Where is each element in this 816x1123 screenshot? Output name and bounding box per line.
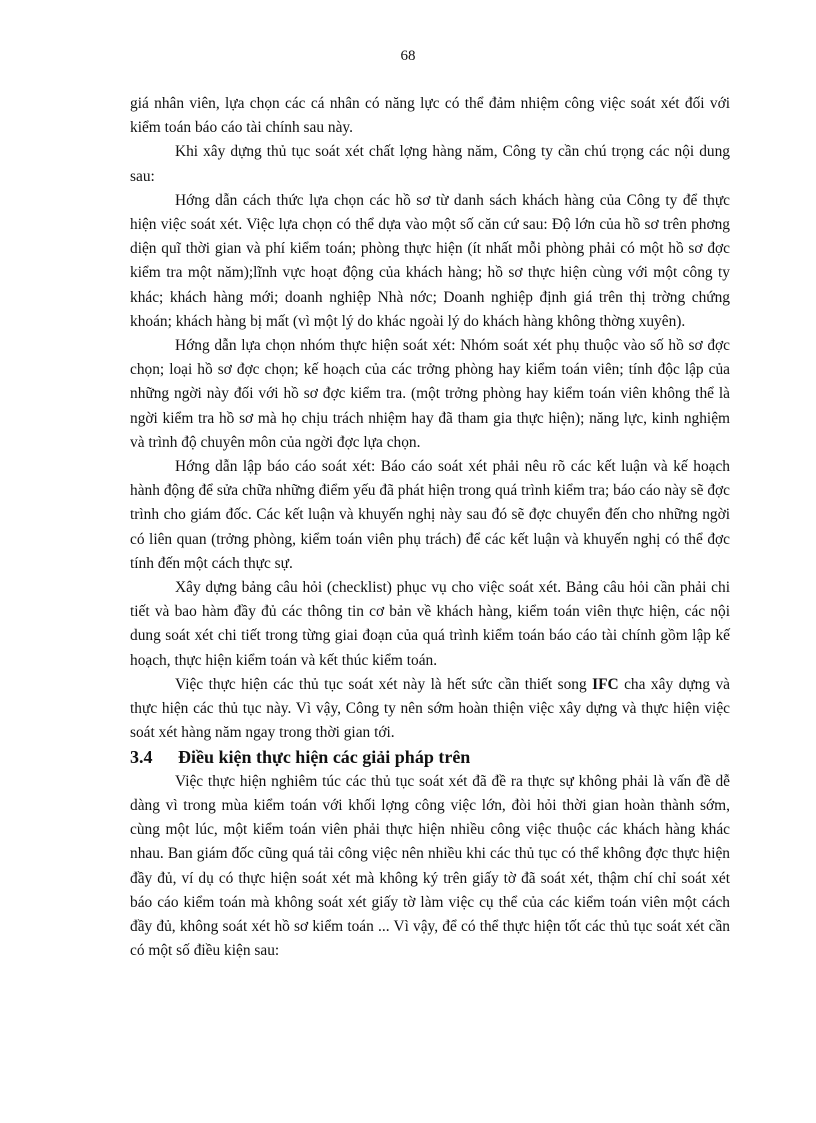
paragraph-7-start: Việc thực hiện các thủ tục soát xét này là hết sức cần thiết song <box>175 675 593 693</box>
paragraph-3: Hớng dẫn cách thức lựa chọn các hồ sơ từ danh sách khách hàng của Công ty để thực hiện việc soát xét. Việc lựa chọn có thể dựa vào một số căn cứ sau: Độ lớn của hồ sơ trên phơng diện quĩ thời gian và phí kiểm toán; phòng thực hiện (ít nhất mỗi phòng phải có một hồ sơ đợc kiểm tra một năm);lĩnh vực hoạt động của khách hàng; hồ sơ thực hiện cùng với một công ty khác; khách hàng mới; doanh nghiệp Nhà nớc; Doanh nghiệp định giá trên thị trờng chứng khoán; khách hàng bị mất (vì một lý do khác ngoài lý do khách hàng không thờng xuyên). <box>130 191 730 330</box>
paragraph-1: giá nhân viên, lựa chọn các cá nhân có năng lực có thể đảm nhiệm công việc soát xét đối với kiểm toán báo cáo tài chính sau này. <box>130 95 730 137</box>
section-title: Điều kiện thực hiện các giải pháp trên <box>178 747 471 768</box>
paragraph-5: Hớng dẫn lập báo cáo soát xét: Báo cáo soát xét phải nêu rõ các kết luận và kế hoạch hành động để sửa chữa những điểm yếu đã phát hiện trong quá trình kiểm tra; báo cáo này sẽ đợc trình cho giám đốc. Các kết luận và khuyến nghị này sau đó sẽ đợc chuyển đến cho những ngời có liên quan (trởng phòng, kiểm toán viên phụ trách) để các kết luận và khuyến nghị có thể đợc tính đến một cách thực sự. <box>130 458 730 572</box>
paragraph-2: Khi xây dựng thủ tục soát xét chất lợng hàng năm, Công ty cần chú trọng các nội dung sau: <box>130 143 730 185</box>
company-name: IFC <box>592 675 619 693</box>
paragraph-8: Việc thực hiện nghiêm túc các thủ tục soát xét đã đề ra thực sự không phải là vấn đề dễ dàng vì trong mùa kiểm toán với khối lợng công việc lớn, đòi hỏi thời gian hoàn thành sớm, cùng một lúc, một kiểm toán viên phải thực hiện nhiều công việc thuộc các khách hàng khác nhau. Ban giám đốc cũng quá tải công việc nên nhiều khi các thủ tục có thể không đợc thực hiện đầy đủ, ví dụ có thực hiện soát xét mà không ký trên giấy tờ đã soát xét, thậm chí chỉ soát xét báo cáo kiểm toán mà không soát xét giấy tờ làm việc cụ thể của các kiểm toán viên một cách đầy đủ, không soát xét hồ sơ kiểm toán ... Vì vậy, để có thể thực hiện tốt các thủ tục soát xét cần có một số điều kiện sau: <box>130 772 730 960</box>
paragraph-7 <box>130 673 730 746</box>
paragraph-4: Hớng dẫn lựa chọn nhóm thực hiện soát xét: Nhóm soát xét phụ thuộc vào số hồ sơ đợc chọn; loại hồ sơ đợc chọn; kế hoạch của các trởng phòng hay kiểm toán viên; tính độc lập của những ngời này đối với hồ sơ đợc kiểm tra. (một trởng phòng hay kiểm toán viên không thể là ngời kiểm tra hồ sơ mà họ chịu trách nhiệm hay đã tham gia thực hiện); năng lực, kinh nghiệm và trình độ chuyên môn của ngời đợc lựa chọn. <box>130 337 730 451</box>
paragraph-7-end: cha xây dựng và thực hiện các thủ tục này. Vì vậy, Công ty nên sớm hoàn thiện việc xây dựng và thực hiện việc soát xét hàng năm ngay trong thời gian tới. <box>130 675 730 742</box>
document-body <box>130 92 730 963</box>
page-number: 68 <box>400 48 416 64</box>
section-heading <box>130 745 730 769</box>
paragraph-6: Xây dựng bảng câu hỏi (checklist) phục vụ cho việc soát xét. Bảng câu hỏi cần phải chi tiết và bao hàm đầy đủ các thông tin cơ bản về khách hàng, kiểm toán viên thực hiện, các nội dung soát xét chi tiết trong từng giai đoạn của quá trình kiểm toán báo cáo tài chính gồm lập kế hoạch, thực hiện kiểm toán và kết thúc kiểm toán. <box>130 579 730 669</box>
section-number: 3.4 <box>130 747 153 768</box>
